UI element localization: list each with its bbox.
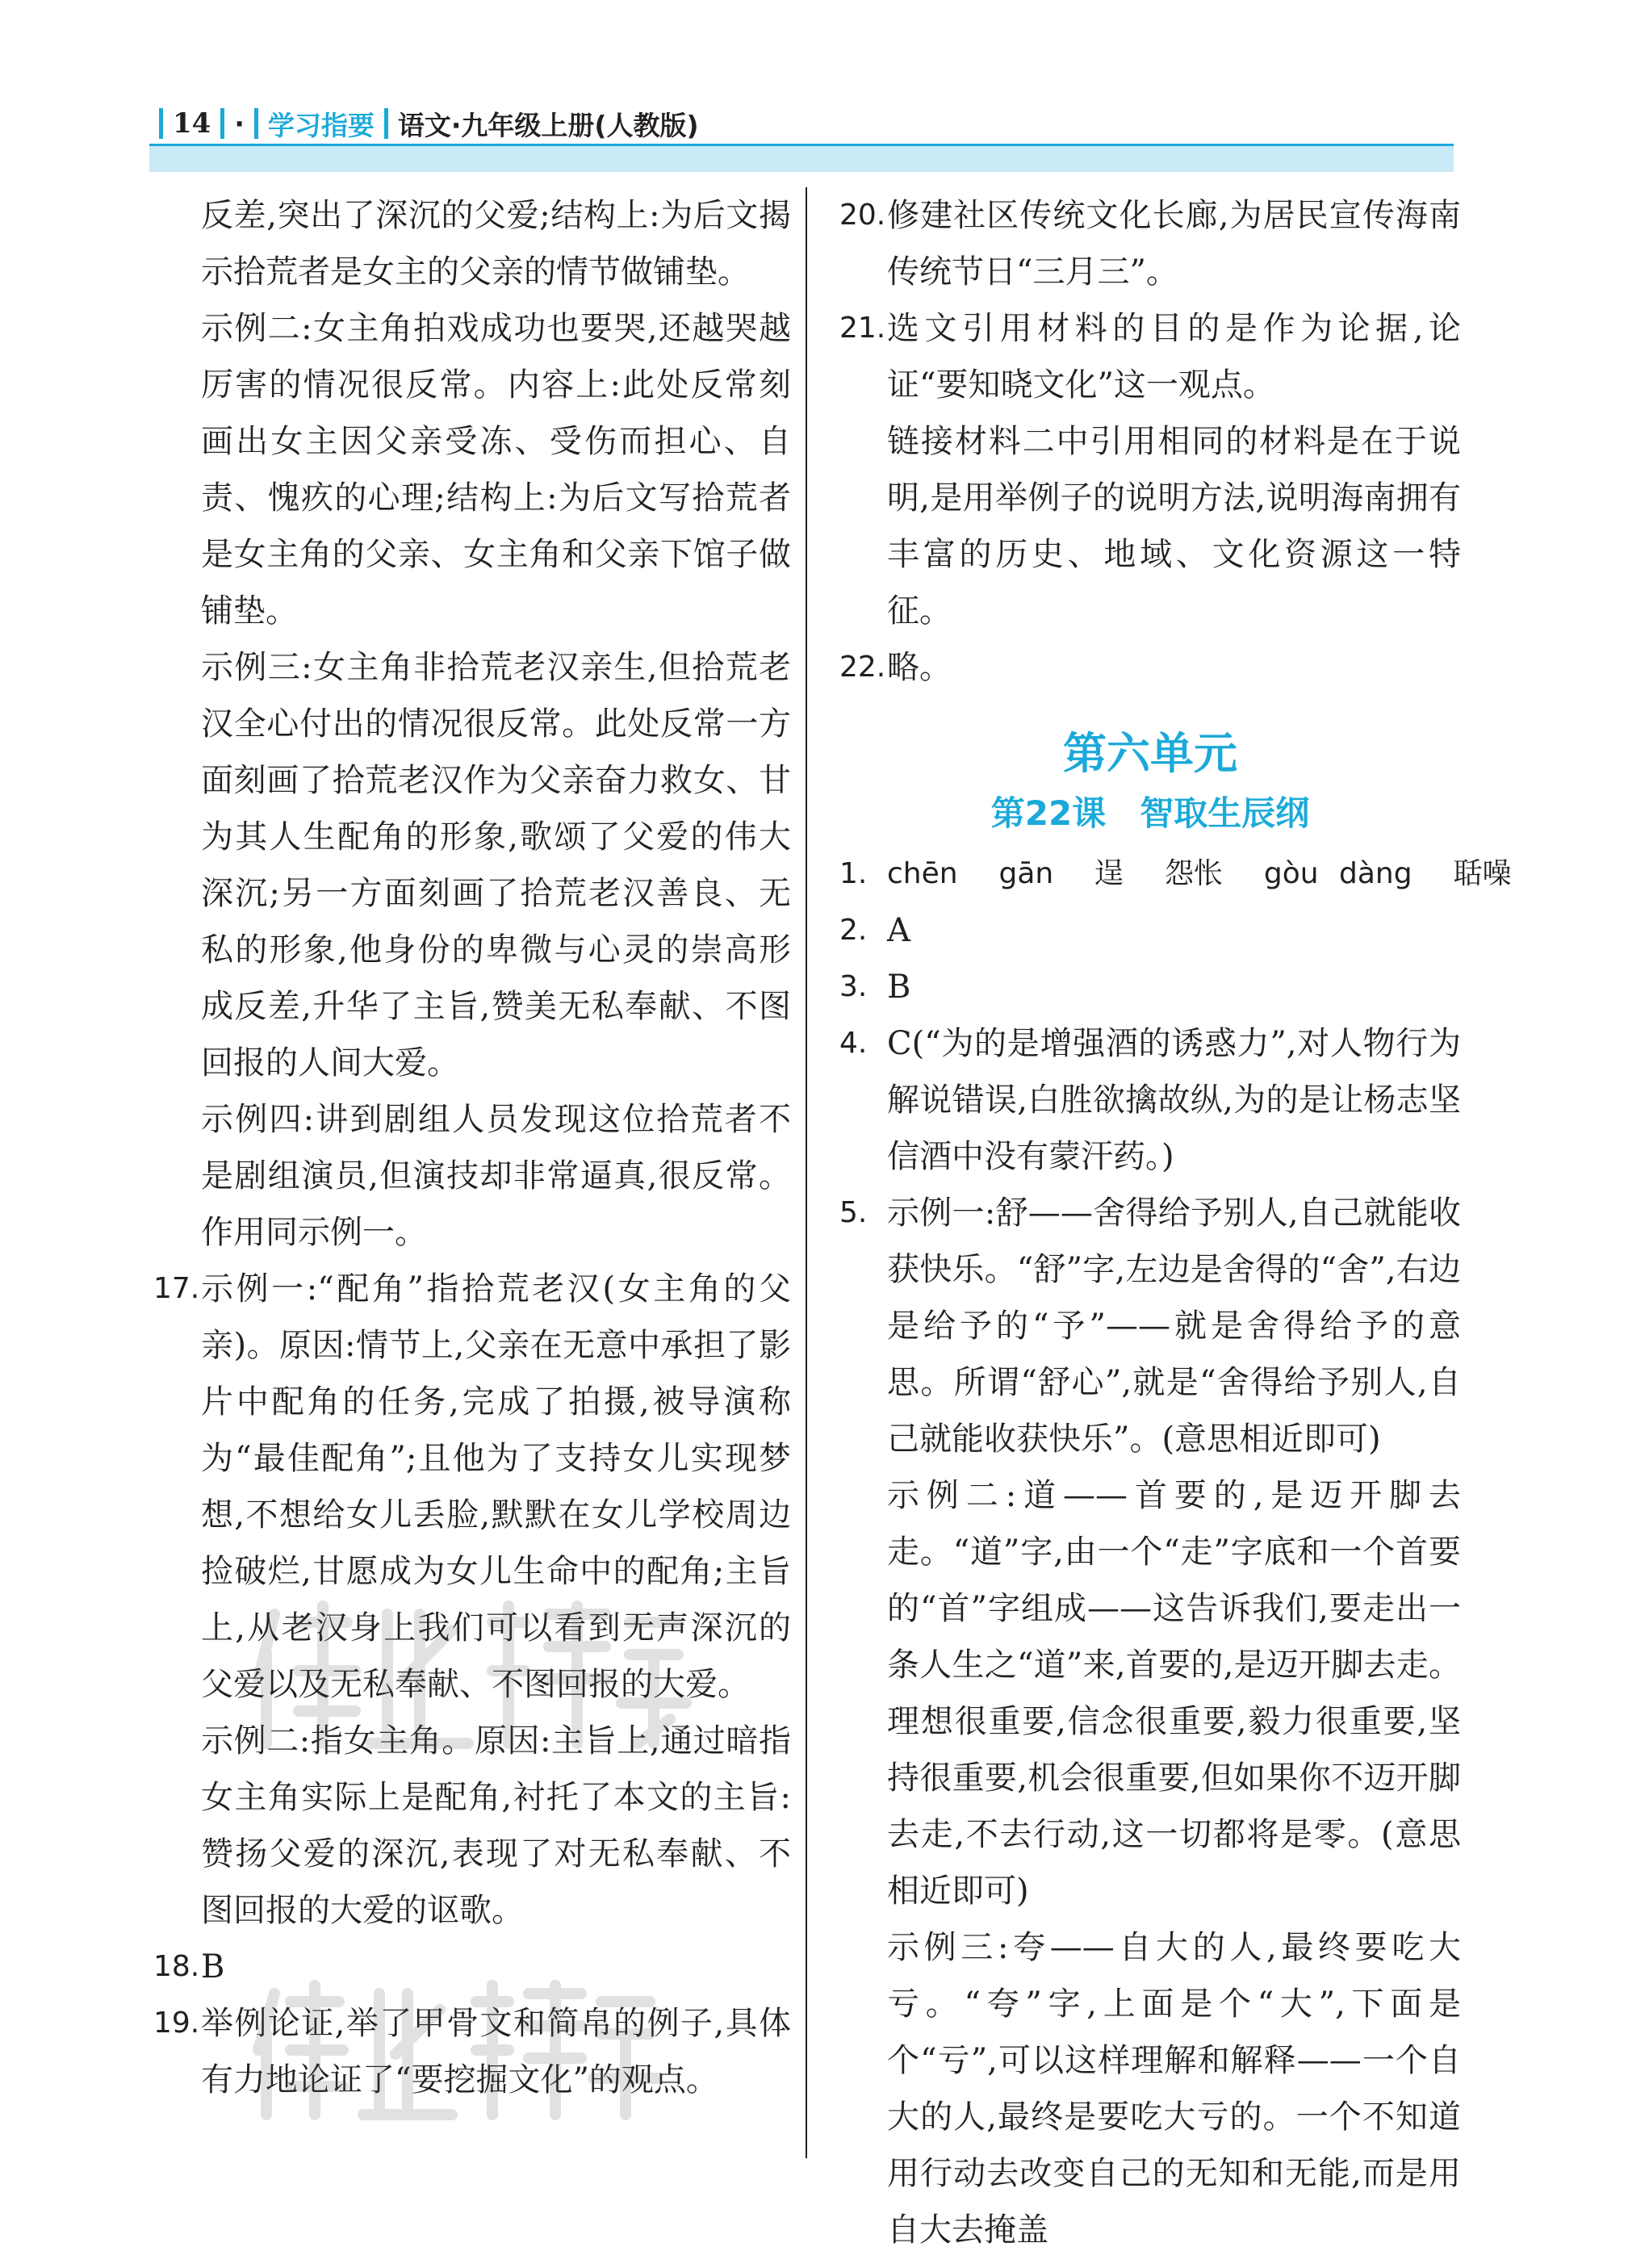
header-dot: ·: [234, 107, 245, 140]
answer-paragraph: 示例三:女主角非拾荒老汉亲生,但拾荒老汉全心付出的情况很反常。此处反常一方面刻画了拾荒老汉作为父亲奋力救女、甘为其人生配角的形象,歌颂了父爱的伟大深沉;另一方面刻画了拾荒老汉善良、无私的形象,他身份的卑微与心灵的崇高形成反差,升华了主旨,赞美无私奉献、不图回报的人间大爱。: [201, 649, 791, 1082]
question-number: 4.: [839, 1027, 868, 1060]
answer-text: B: [201, 1948, 225, 1986]
answer-text: 示例一:舒——舍得给予别人,自己就能收获快乐。“舒”字,左边是舍得的“舍”,右边是给予的“予”——就是舍得给予的意思。所谓“舒心”,就是“舍得给予别人,自己就能收获快乐”。(意思相近即可): [887, 1195, 1461, 1458]
answer-text: A: [887, 912, 910, 949]
question-number: 22.: [839, 651, 886, 684]
question-number: 18.: [153, 1950, 200, 1983]
header-bar: [220, 108, 224, 139]
answer-19: [153, 1995, 791, 2108]
answer-paragraph: 链接材料二中引用相同的材料是在于说明,是用举例子的说明方法,说明海南拥有丰富的历史、地域、文化资源这一特征。: [887, 423, 1461, 630]
answer-paragraph: 示例四:讲到剧组人员发现这位拾荒者不是剧组演员,但演技却非常逼真,很反常。作用同示例一。: [201, 1101, 791, 1251]
answer-paragraph: 反差,突出了深沉的父爱;结构上:为后文揭示拾荒者是女主的父亲的情节做铺垫。: [201, 197, 791, 291]
header-bar: [159, 108, 163, 139]
question-number: 3.: [839, 970, 868, 1003]
answer-4: [839, 1015, 1461, 1185]
answer-20: [839, 187, 1461, 300]
answer-18: [153, 1939, 791, 1995]
header-bar: [254, 108, 258, 139]
answer-paragraph: 示例三:夸——自大的人,最终要吃大亏。“夸”字,上面是个“大”,下面是个“亏”,可以这样理解和解释——一个自大的人,最终是要吃大亏的。一个不知道用行动去改变自己的无知和无能,而是用自大去掩盖: [887, 1929, 1461, 2249]
question-number: 1.: [839, 857, 868, 890]
answer-17: [153, 1261, 791, 1713]
header-bar: [384, 108, 388, 139]
answer-paragraph: 示例二:指女主角。原因:主旨上,通过暗指女主角实际上是配角,衬托了本文的主旨:赞扬父爱的深沉,表现了对无私奉献、不图回报的大爱的讴歌。: [201, 1722, 791, 1929]
left-column: [153, 187, 791, 2108]
header-band: [149, 146, 1454, 172]
column-divider: [806, 187, 807, 2158]
right-column: [839, 187, 1512, 2258]
answer-text: chēn gān 逞 怨怅 gòu dàng 聒噪: [887, 857, 1512, 890]
answer-paragraph: 示例二:女主角拍戏成功也要哭,还越哭越厉害的情况很反常。内容上:此处反常刻画出女主因父亲受冻、受伤而担心、自责、愧疚的心理;结构上:为后文写拾荒者是女主角的父亲、女主角和父亲下馆子做铺垫。: [201, 310, 791, 630]
question-number: 5.: [839, 1196, 868, 1229]
answer-1: [839, 846, 1512, 902]
series-title: 学习指要: [267, 109, 375, 141]
unit-title: 第六单元: [1063, 727, 1237, 779]
question-number: 19.: [153, 2006, 200, 2040]
question-number: 17.: [153, 1272, 200, 1305]
book-title: 语文·九年级上册(人教版): [397, 109, 699, 141]
answer-3: [839, 959, 1461, 1015]
answer-text: B: [887, 969, 911, 1006]
answer-text: 选文引用材料的目的是作为论据,论证“要知晓文化”这一观点。: [887, 310, 1461, 404]
question-number: 20.: [839, 199, 886, 232]
answer-text: 略。: [887, 649, 952, 686]
answer-text: 举例论证,举了甲骨文和简帛的例子,具体有力地论证了“要挖掘文化”的观点。: [201, 2005, 791, 2099]
page-number: 14: [173, 107, 211, 140]
answer-text: C(“为的是增强酒的诱惑力”,对人物行为解说错误,白胜欲擒故纵,为的是让杨志坚信酒中没有蒙汗药。): [887, 1025, 1461, 1175]
running-header: [149, 103, 699, 144]
answer-2: [839, 902, 1461, 959]
answer-22: [839, 639, 1461, 696]
answer-21: [839, 300, 1461, 413]
lesson-title: 第22课 智取生辰纲: [990, 793, 1310, 833]
answer-text: 示例一:“配角”指拾荒老汉(女主角的父亲)。原因:情节上,父亲在无意中承担了影片中配角的任务,完成了拍摄,被导演称为“最佳配角”;且他为了支持女儿实现梦想,不想给女儿丢脸,默默在女儿学校周边捡破烂,甘愿成为女儿生命中的配角;主旨上,从老汉身上我们可以看到无声深沉的父爱以及无私奉献、不图回报的大爱。: [201, 1270, 791, 1703]
question-number: 2.: [839, 914, 868, 947]
question-number: 21.: [839, 312, 886, 345]
answer-5: [839, 1185, 1461, 1467]
answer-paragraph: 示例二:道——首要的,是迈开脚去走。“道”字,由一个“走”字底和一个首要的“首”字组成——这告诉我们,要走出一条人生之“道”来,首要的,是迈开脚去走。理想很重要,信念很重要,毅力很重要,坚持很重要,机会很重要,但如果你不迈开脚去走,不去行动,这一切都将是零。(意思相近即可): [887, 1477, 1461, 1910]
answer-text: 修建社区传统文化长廊,为居民宣传海南传统节日“三月三”。: [887, 197, 1461, 291]
